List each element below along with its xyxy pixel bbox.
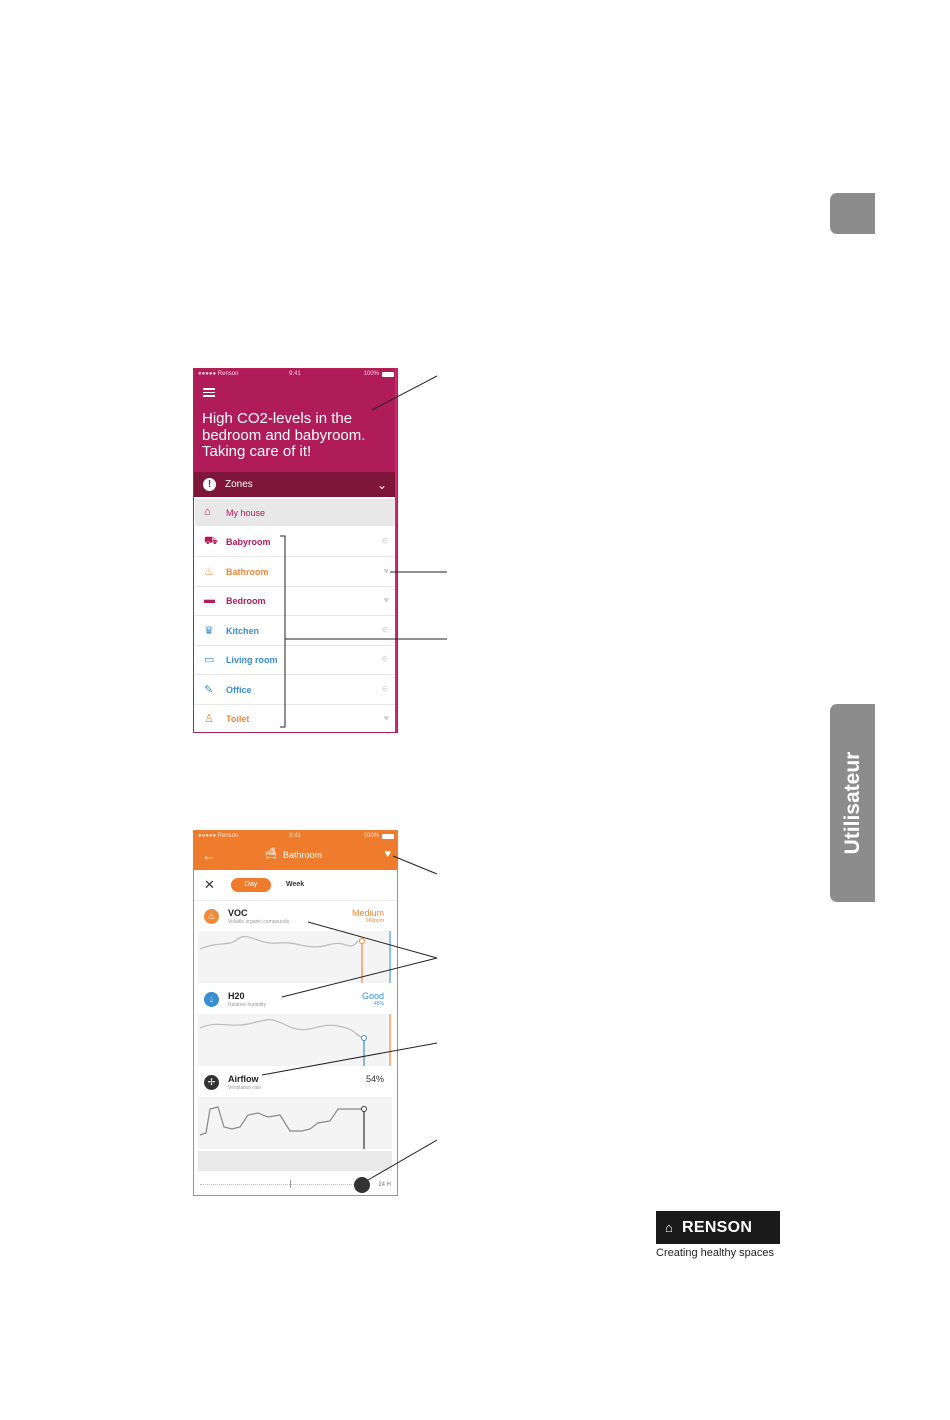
zone-label: Toilet	[226, 714, 250, 724]
bed-icon: ▬	[204, 594, 215, 606]
time-label: 9:41	[289, 371, 301, 377]
zone-status-icon: ♥	[383, 713, 389, 723]
sensor-value: 54%	[365, 1074, 384, 1084]
house-icon: ⌂	[204, 506, 211, 518]
alert-icon: !	[203, 478, 216, 491]
chevron-down-icon[interactable]: ⌄	[376, 478, 387, 492]
sensor-name: Airflow	[228, 1074, 259, 1084]
room-title: Bathroom	[283, 850, 323, 860]
logo-brand: RENSON	[682, 1219, 753, 1236]
logo-tagline: Creating healthy spaces	[656, 1247, 775, 1259]
desk-lamp-icon: ✎	[204, 683, 214, 696]
chef-hat-icon: ♛	[204, 624, 214, 637]
zone-status-icon: ♥	[383, 595, 389, 605]
battery-label: 100%	[363, 833, 379, 839]
back-arrow-icon[interactable]: ←	[202, 848, 215, 863]
zone-label: Kitchen	[226, 625, 260, 636]
toilet-icon: ♙	[204, 713, 214, 725]
slider-label: 24 H	[378, 1182, 391, 1188]
time-label: 9:41	[289, 833, 301, 839]
sensor-value: 45%	[373, 1001, 384, 1007]
sensor-subtitle: Relative humidity	[228, 1002, 267, 1008]
sensor-value: 960ppm	[365, 918, 384, 924]
zone-label: Bathroom	[226, 566, 269, 577]
water-drop-icon: 💧︎	[204, 992, 219, 1007]
close-icon[interactable]: ✕	[204, 877, 215, 892]
section-label: Utilisateur	[840, 751, 864, 855]
zone-status-icon: ♥	[383, 565, 389, 576]
bathtub-icon: 🛁︎	[264, 848, 278, 860]
carrier-label: ●●●●● Renson	[198, 833, 239, 839]
voc-icon: ♨	[204, 909, 219, 924]
zone-label: My house	[226, 508, 266, 518]
alert-message: High CO2-levels in the bedroom and babyroom. Taking care of it!	[202, 410, 366, 460]
favorite-heart-icon[interactable]: ♥	[384, 848, 391, 860]
zone-label: Office	[226, 684, 252, 695]
tab-week[interactable]: Week	[286, 881, 305, 888]
zone-status-icon: ⚟	[380, 536, 389, 546]
zones-label: Zones	[225, 479, 253, 490]
zone-label: Babyroom	[226, 537, 271, 547]
zone-status-icon: ⚟	[380, 624, 389, 635]
sensor-name: VOC	[228, 908, 248, 918]
renson-mark-icon: ⌂	[665, 1220, 673, 1235]
bathtub-icon: ♨	[204, 565, 214, 578]
sensor-name: H20	[228, 991, 245, 1001]
sensor-status: Good	[361, 991, 384, 1001]
zone-label: Living room	[226, 655, 278, 665]
tab-day[interactable]: Day	[231, 878, 271, 892]
battery-label: 100%	[363, 371, 379, 377]
carrier-label: ●●●●● Renson	[198, 371, 239, 377]
renson-logo	[656, 1211, 780, 1244]
zone-status-icon: ⚟	[380, 654, 389, 664]
sensor-subtitle: Ventilation rate	[228, 1085, 262, 1091]
sofa-icon: ▭	[204, 654, 215, 666]
stroller-icon: ⛟	[204, 535, 218, 547]
fan-icon: ✢	[204, 1075, 219, 1090]
sensor-subtitle: Volatile organic compounds	[228, 919, 290, 925]
sensor-status: Medium	[351, 908, 384, 918]
zone-label: Bedroom	[226, 596, 266, 606]
zone-status-icon: ⚟	[380, 683, 389, 694]
